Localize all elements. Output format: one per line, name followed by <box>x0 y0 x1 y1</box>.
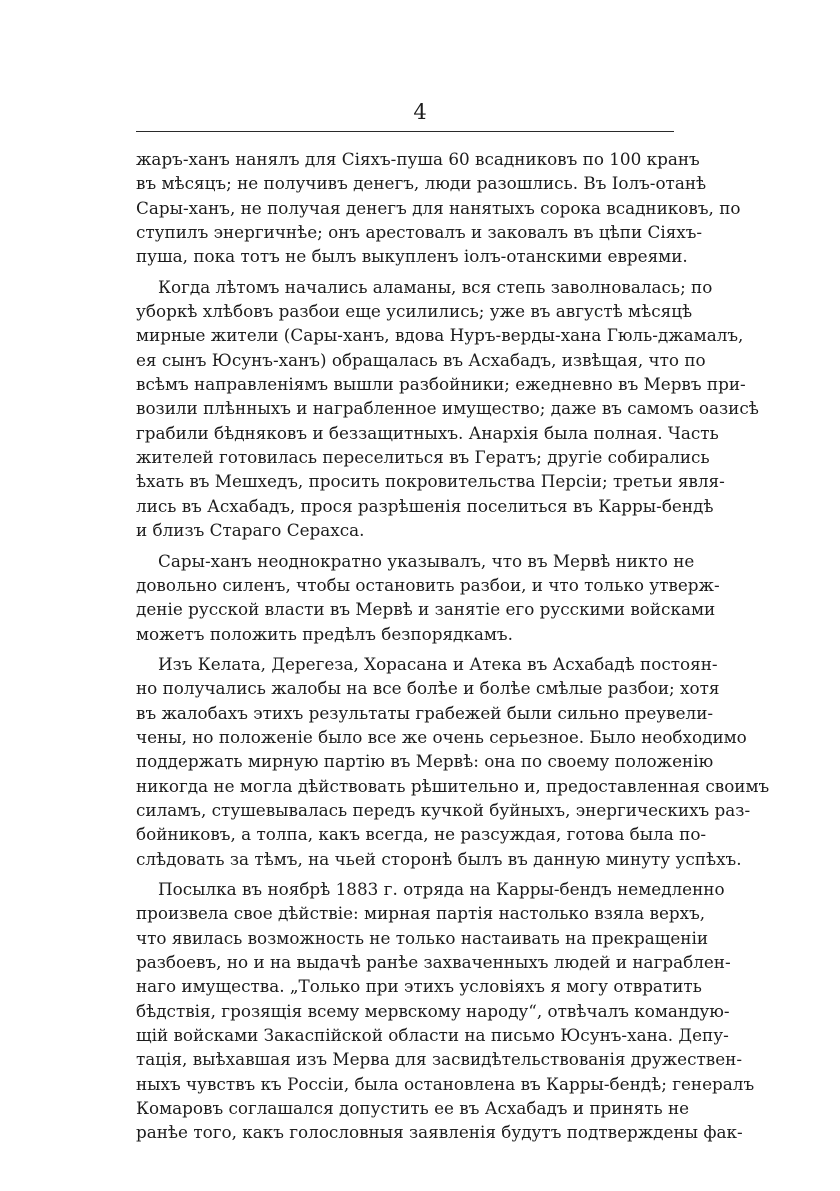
text-line: но получались жалобы на все болѣе и болѣе смѣлые разбои; хотя <box>136 678 720 699</box>
text-line: что явилась возможность не только настаивать на прекращенiи <box>136 927 709 948</box>
text-line: силамъ, стушевывалась передъ кучкой буйныхъ, энергическихъ раз- <box>136 799 751 820</box>
text-line: ея сынъ Юсунъ-ханъ) обращалась въ Асхабадъ, извѣщая, что по <box>136 349 706 370</box>
paragraph <box>136 652 770 871</box>
text-line: Посылка въ ноябрѣ 1883 г. отряда на Карры-бендъ немедленно <box>158 878 725 899</box>
text-line: щiй войсками Закаспiйской области на письмо Юсунъ-хана. Депу- <box>136 1025 729 1046</box>
text-line: возили плѣнныхъ и награбленное имущество; даже въ самомъ оазисѣ <box>136 398 759 419</box>
text-line: Изъ Келата, Дерегеза, Хорасана и Атека въ Асхабадѣ постоян- <box>158 653 718 674</box>
paragraph <box>136 147 741 269</box>
paragraph <box>136 275 759 543</box>
text-line: произвела свое дѣйствiе: мирная партiя настолько взяла верхъ, <box>136 903 706 924</box>
text-line: и близъ Стараго Серахса. <box>136 520 365 541</box>
text-line: бѣдствiя, грозящiя всему мервскому народу“, отвѣчалъ командую- <box>136 1000 730 1021</box>
text-line: денiе русской власти въ Мервѣ и занятiе его русскими войсками <box>136 599 716 620</box>
text-line: поддержать мирную партiю въ Мервѣ: она по своему положенiю <box>136 751 714 772</box>
text-line: разбоевъ, но и на выдачѣ ранѣе захваченныхъ людей и награблен- <box>136 952 731 972</box>
text-line: наго имущества. „Только при этихъ условiяхъ я могу отвратить <box>136 976 702 997</box>
text-line: Комаровъ соглашался допустить ее въ Асхабадъ и принять не <box>136 1098 690 1119</box>
text-line: тацiя, выѣхавшая изъ Мерва для засвидѣтельствованiя дружествен- <box>136 1049 743 1070</box>
paragraph <box>136 877 755 1145</box>
text-line: грабили бѣдняковъ и беззащитныхъ. Анархiя была полная. Часть <box>136 422 719 443</box>
text-line: ранѣе того, какъ голословныя заявленiя будутъ подтверждены фак- <box>136 1122 743 1143</box>
text-line: ѣхать въ Мешхедъ, просить покровительства Персiи; третьи явля- <box>136 471 725 492</box>
text-line: Сары-ханъ, не получая денегъ для нанятыхъ сорока всадниковъ, по <box>136 197 741 218</box>
text-line: пуша, пока тотъ не былъ выкупленъ iолъ-отанскими евреями. <box>136 246 688 267</box>
page-number: 4 <box>413 100 427 124</box>
text-line: жаръ-ханъ нанялъ для Сiяхъ-пуша 60 всадниковъ по 100 кранъ <box>136 149 700 169</box>
text-line: уборкѣ хлѣбовъ разбои еще усилились; уже въ августѣ мѣсяцѣ <box>136 301 693 322</box>
paragraph <box>136 549 720 646</box>
text-line: Когда лѣтомъ начались аламаны, вся степь заволновалась; по <box>158 276 713 297</box>
text-line: въ жалобахъ этихъ результаты грабежей были сильно преувели- <box>136 702 714 723</box>
text-line: можетъ положить предѣлъ безпорядкамъ. <box>136 623 513 644</box>
text-line: мирные жители (Сары-ханъ, вдова Нуръ-верды-хана Гюль-джамалъ, <box>136 325 744 346</box>
text-line: Сары-ханъ неоднократно указывалъ, что въ Мервѣ никто не <box>158 550 695 571</box>
text-line: никогда не могла дѣйствовать рѣшительно и, предоставленная своимъ <box>136 775 770 796</box>
text-line: бойниковъ, а толпа, какъ всегда, не разсуждая, готова была по- <box>136 824 707 845</box>
header-rule <box>136 131 674 132</box>
text-line: слѣдовать за тѣмъ, на чьей сторонѣ былъ въ данную минуту успѣхъ. <box>136 848 742 869</box>
text-line: жителей готовилась переселиться въ Гератъ; другiе собирались <box>136 447 710 468</box>
text-line: лись въ Асхабадъ, прося разрѣшенiя поселиться въ Карры-бендѣ <box>136 495 714 516</box>
text-line: въ мѣсяцъ; не получивъ денегъ, люди разошлись. Въ Iолъ-отанѣ <box>136 173 707 194</box>
text-line: ступилъ энергичнѣе; онъ арестовалъ и заковалъ въ цѣпи Сiяхъ- <box>136 222 703 243</box>
text-line: всѣмъ направленiямъ вышли разбойники; ежедневно въ Мервъ при- <box>136 374 746 395</box>
body-text <box>136 147 770 1145</box>
text-line: довольно силенъ, чтобы остановить разбои, и что только утверж- <box>136 574 720 595</box>
text-line: ныхъ чувствъ къ Россiи, была остановлена въ Карры-бендѣ; генералъ <box>136 1073 755 1094</box>
text-line: чены, но положенiе было все же очень серьезное. Было необходимо <box>136 726 747 747</box>
